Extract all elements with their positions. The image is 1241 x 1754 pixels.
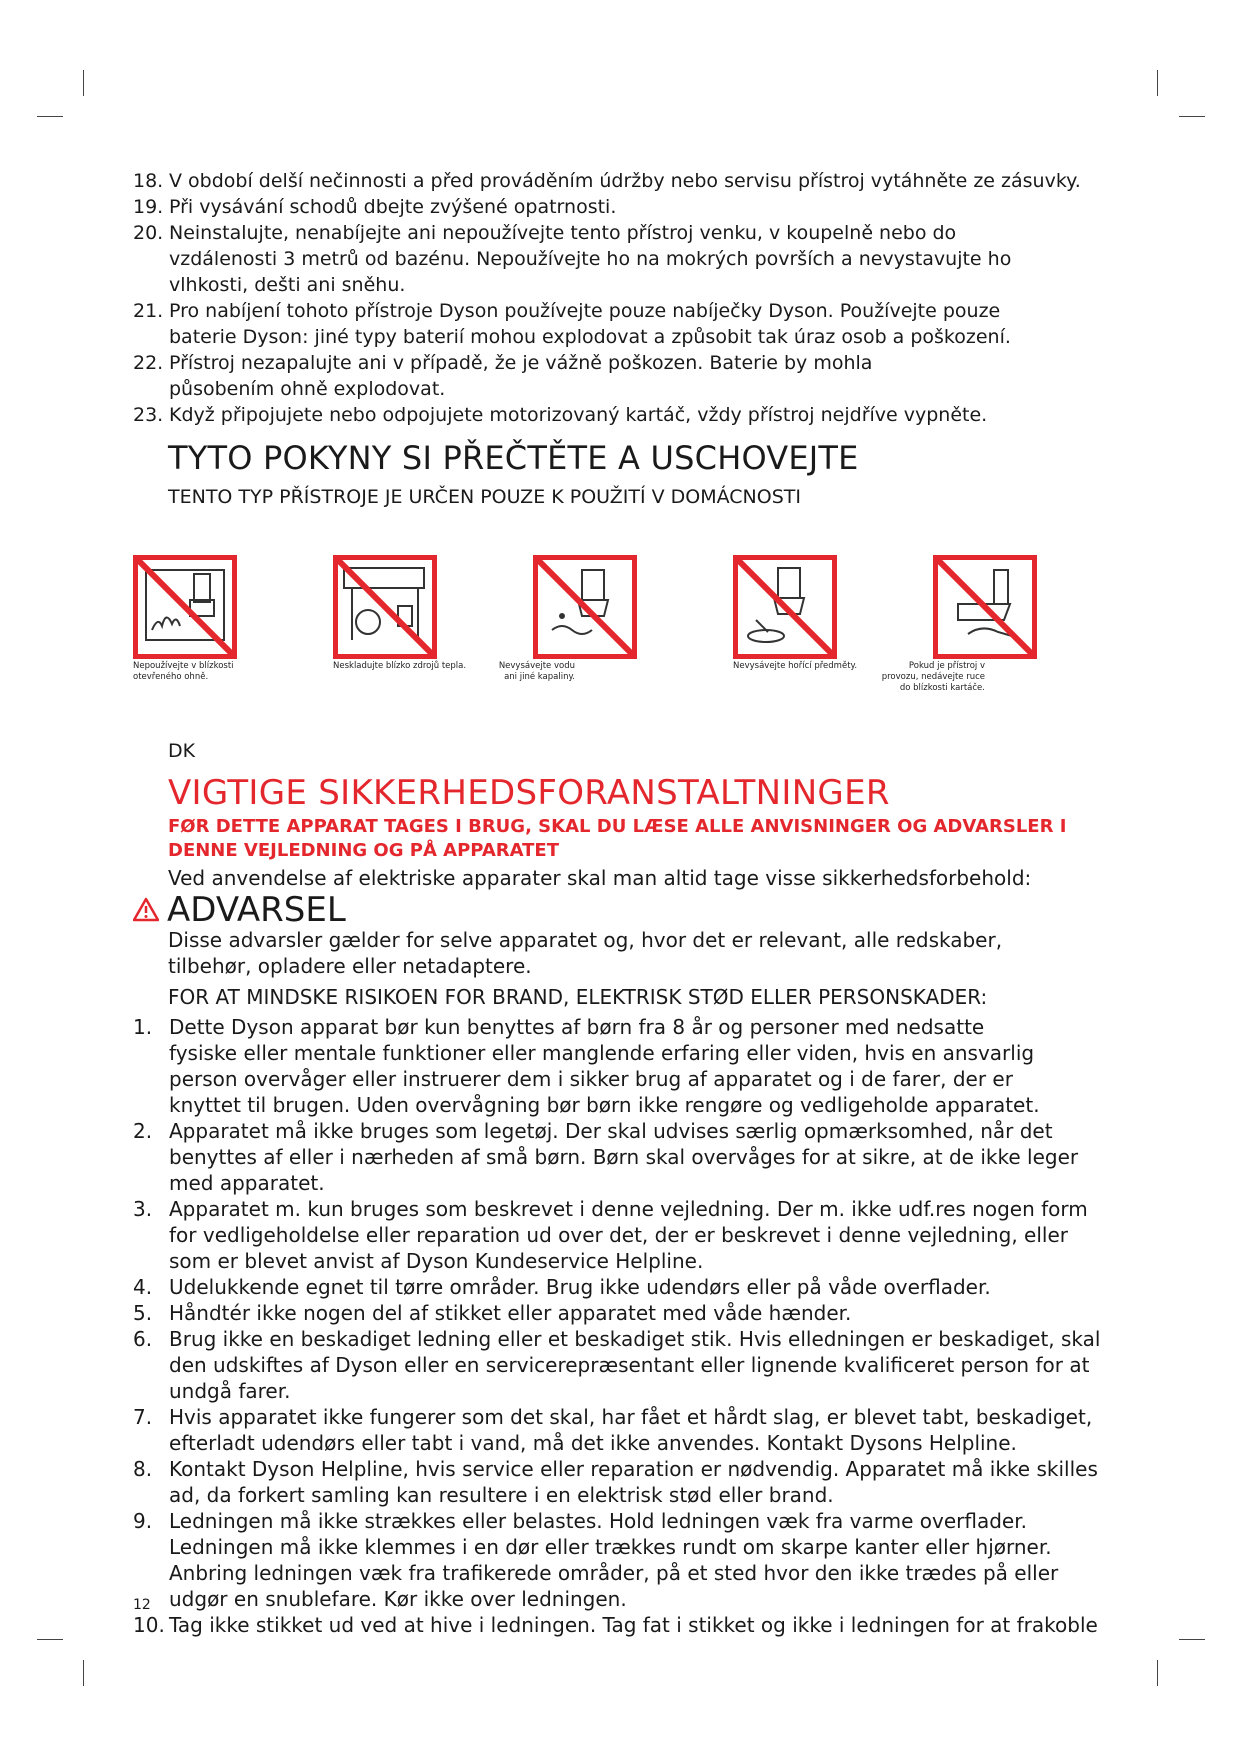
icon-caption: Pokud je přístroj v provozu, nedávejte ruce do blízkosti kartáče. (881, 661, 985, 693)
dk-safety-list (133, 1014, 1103, 1638)
warning-icons-row (133, 555, 1063, 700)
crop-mark (1179, 116, 1205, 117)
list-item: 19. Při vysávání schodů dbejte zvýšené opatrnosti. (133, 196, 617, 218)
page-number: 12 (133, 1597, 151, 1613)
warning-header (133, 888, 346, 932)
icon-caption: Nevysávejte hořící předměty. (733, 661, 858, 671)
list-item: 5. Håndtér ikke nogen del af stikket eller apparatet med våde hænder. (133, 1301, 852, 1325)
dk-subheading: FØR DETTE APPARAT TAGES I BRUG, SKAL DU LÆSE ALLE ANVISNINGER OG ADVARSLER I DENNE VEJLEDNING OG PÅ APPARATET (168, 816, 1067, 861)
icon-caption: Nepoužívejte v blízkosti otevřeného ohně. (133, 661, 234, 682)
list-item: 3. Apparatet m. kun bruges som beskrevet i denne vejledning. Der m. ikke udf.res nogen form for vedligeholdelse eller reparation ud over det, der er beskrevet i denne vejledning, eller som er blevet anvist af Dyson Kundeservice Helpline. (133, 1197, 1088, 1273)
list-item: 20. Neinstalujte, nenabíjejte ani nepoužívejte tento přístroj venku, v koupelně nebo do vzdálenosti 3 metrů od bazénu. Nepoužívejte ho na mokrých površích a nevystavujte ho vlhkosti, dešti ani sněhu. (133, 222, 1012, 296)
no-hands-near-brush-icon (933, 555, 1037, 659)
list-item: 6. Brug ikke en beskadiget ledning eller et beskadiget stik. Hvis elledningen er beskadiget, skal den udskiftes af Dyson eller en servicerepræsentant eller lignende kvalificeret person for at undgå farer. (133, 1327, 1101, 1403)
crop-mark (1157, 70, 1158, 96)
crop-mark (1179, 1639, 1205, 1640)
list-item: 23. Když připojujete nebo odpojujete motorizovaný kartáč, vždy přístroj nejdříve vypněte. (133, 404, 988, 426)
warning-body: Disse advarsler gælder for selve apparatet og, hvor det er relevant, alle redskaber, tilbehør, opladere eller netadaptere. (168, 928, 1003, 978)
no-liquids-icon (533, 555, 637, 659)
list-item: 21. Pro nabíjení tohoto přístroje Dyson používejte pouze nabíječky Dyson. Používejte pouze baterie Dyson: jiné typy baterií mohou explodovat a způsobit tak úraz osob a poškození. (133, 300, 1011, 348)
list-item: 8. Kontakt Dyson Helpline, hvis service eller reparation er nødvendig. Apparatet må ikke skilles ad, da forkert samling kan resultere i en elektrisk stød eller brand. (133, 1457, 1098, 1507)
cz-heading: TYTO POKYNY SI PŘEČTĚTE A USCHOVEJTE (168, 439, 859, 477)
crop-mark (1157, 1660, 1158, 1686)
list-item: 4. Udelukkende egnet til tørre områder. Brug ikke udendørs eller på våde overflader. (133, 1275, 991, 1299)
dk-heading: VIGTIGE SIKKERHEDSFORANSTALTNINGER (168, 773, 890, 813)
no-open-fire-icon (133, 555, 237, 659)
crop-mark (83, 1660, 84, 1686)
list-item: 9. Ledningen må ikke strækkes eller belastes. Hold ledningen væk fra varme overflader. Ledningen må ikke klemmes i en dør eller trækkes rundt om skarpe kanter eller hjørner. Anbring ledningen væk fra trafikerede områder, på et sted hvor den ikke trædes på eller udgør en snublefare. Kør ikke over ledningen. (133, 1509, 1059, 1611)
cz-safety-list (133, 168, 1083, 428)
language-code: DK (168, 740, 196, 762)
list-item: 10. Tag ikke stikket ud ved at hive i ledningen. Tag fat i stikket og ikke i ledningen for at frakoble (133, 1613, 1098, 1637)
crop-mark (37, 1639, 63, 1640)
list-item: 22. Přístroj nezapalujte ani v případě, že je vážně poškozen. Baterie by mohla působením ohně explodovat. (133, 352, 873, 400)
crop-mark (37, 116, 63, 117)
list-item: 2. Apparatet må ikke bruges som legetøj. Der skal udvises særlig opmærksomhed, når det benyttes af eller i nærheden af små børn. Børn skal overvåges for at sikre, at de ikke leger med apparatet. (133, 1119, 1079, 1195)
icon-caption: Neskladujte blízko zdrojů tepla. (333, 661, 467, 671)
warning-title: ADVARSEL (167, 890, 346, 930)
list-item: 1. Dette Dyson apparat bør kun benyttes af børn fra 8 år og personer med nedsatte fysiske eller mentale funktioner eller manglende erfaring eller viden, hvis en ansvarlig person overvåger eller instruerer dem i sikker brug af apparatet og i de farer, der er knyttet til brugen. Uden overvågning bør børn ikke rengøre og vedligeholde apparatet. (133, 1015, 1040, 1117)
cz-subheading: TENTO TYP PŘÍSTROJE JE URČEN POUZE K POUŽITÍ V DOMÁCNOSTI (168, 486, 801, 508)
warning-triangle-icon (133, 897, 159, 923)
crop-mark (83, 70, 84, 96)
warning-caps: FOR AT MINDSKE RISIKOEN FOR BRAND, ELEKTRISK STØD ELLER PERSONSKADER: (168, 985, 988, 1009)
list-item: 18. V období delší nečinnosti a před prováděním údržby nebo servisu přístroj vytáhněte ze zásuvky. (133, 170, 1081, 192)
icon-caption: Nevysávejte vodu ani jiné kapaliny. (498, 661, 575, 682)
dk-intro: Ved anvendelse af elektriske apparater skal man altid tage visse sikkerhedsforbehold: (168, 866, 1032, 890)
list-item: 7. Hvis apparatet ikke fungerer som det skal, har fået et hårdt slag, er blevet tabt, beskadiget, efterladt udendørs eller tabt i vand, må det ikke anvendes. Kontakt Dysons Helpline. (133, 1405, 1093, 1455)
no-burning-objects-icon (733, 555, 837, 659)
no-heat-source-icon (333, 555, 437, 659)
